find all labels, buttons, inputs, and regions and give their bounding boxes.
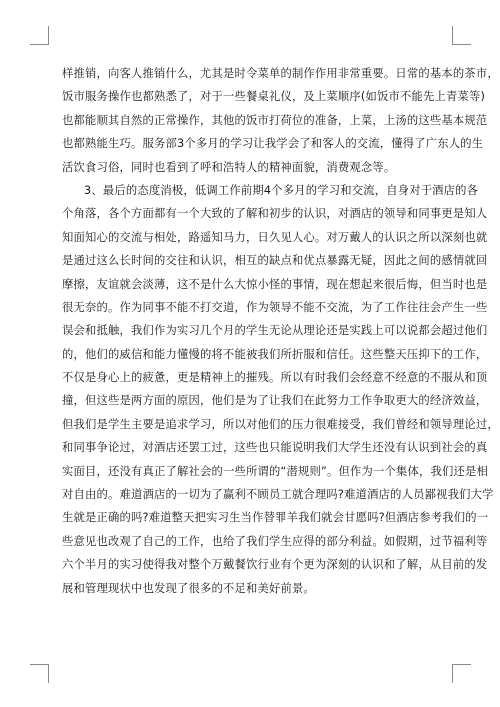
crop-mark-top-right <box>452 26 471 45</box>
text-line: 个角落，各个方面都有一个大致的了解和初步的认识，对酒店的领导和同事更是知人 <box>62 207 488 221</box>
text-line: 知面知心的交流与相处，路遥知马力，日久见人心。对万戴人的认识之所以深刻也就 <box>62 230 488 244</box>
text-line: 些意见也改观了自己的工作，也给了我们学生应得的部分利益。如假期，过节福利等 <box>62 534 488 548</box>
text-line: 撞，但这些是两方面的原因，他们是为了让我们在此努力工作争取更大的经济效益， <box>62 394 488 408</box>
text-line: 也都能顺其自然的正常操作，其他的饭市打荷位的准备，上菜，上汤的这些基本规范 <box>62 113 488 127</box>
text-line: 六个半月的实习使得我对整个万戴餐饮行业有个更为深刻的认识和了解，从目前的发 <box>62 558 488 572</box>
text-line: 误会和抵触，我们作为实习几个月的学生无论从理论还是实践上可以说都会超过他们 <box>62 324 488 338</box>
text-line: 3、最后的态度消极，低调工作前期4个多月的学习和交流，自身对于酒店的各 <box>84 183 479 197</box>
paragraph-2 <box>62 179 499 600</box>
document-body <box>62 62 499 600</box>
crop-mark-top-left <box>30 26 49 45</box>
text-line: 饭市服务操作也都熟悉了，对于一些餐桌礼仪，及上菜顺序(如饭市不能先上青菜等) <box>62 90 486 104</box>
text-line: 和同事争论过，对酒店还罢工过，这些也只能说明我们大学生还没有认识到社会的真 <box>62 441 488 455</box>
crop-mark-bottom-left <box>30 664 49 683</box>
paragraph-1 <box>62 62 499 179</box>
text-line: 活饮食习俗，同时也看到了呼和浩特人的精神面貌，消费观念等。 <box>62 160 396 174</box>
text-line: 是通过这么长时间的交往和认识，相互的缺点和优点暴露无疑，因此之间的感情就回 <box>62 254 488 268</box>
text-line: 生就是正确的吗?难道整天把实习生当作替罪羊我们就会甘愿吗?但酒店参考我们的一 <box>62 511 489 525</box>
text-line: 但我们是学生主要是追求学习，所以对他们的压力很难接受，我们曾经和领导理论过， <box>62 417 499 431</box>
text-line: 很无奈的。作为同事不能不打交道，作为领导不能不交流，为了工作往往会产生一些 <box>62 300 488 314</box>
crop-mark-bottom-right <box>452 664 471 683</box>
text-line: 不仅是身心上的疲惫，更是精神上的摧残。所以有时我们会经意不经意的不服从和顶 <box>62 371 488 385</box>
text-line: 对自由的。难道酒店的一切为了赢利不顾员工就合理吗?难道酒店的人员鄙视我们大学 <box>62 488 494 502</box>
text-line: 展和管理现状中也发现了很多的不足和美好前景。 <box>62 581 315 595</box>
text-line: 的，他们的威信和能力懂慢的将不能被我们所折服和信任。这些整天压抑下的工作， <box>62 347 488 361</box>
text-line: 也都熟能生巧。服务部3个多月的学习让我学会了和客人的交流，懂得了广东人的生 <box>62 137 484 151</box>
text-line: 样推销，向客人推销什么，尤其是时令菜单的制作作用非常重要。日常的基本的茶市， <box>62 67 499 80</box>
text-line: 实面目，还没有真正了解社会的一些所谓的“潜规则”。但作为一个集体，我们还是相 <box>62 464 488 478</box>
text-line: 摩擦，友谊就会淡薄，这不是什么大惊小怪的事情，现在想起来很后悔，但当时也是 <box>62 277 488 291</box>
